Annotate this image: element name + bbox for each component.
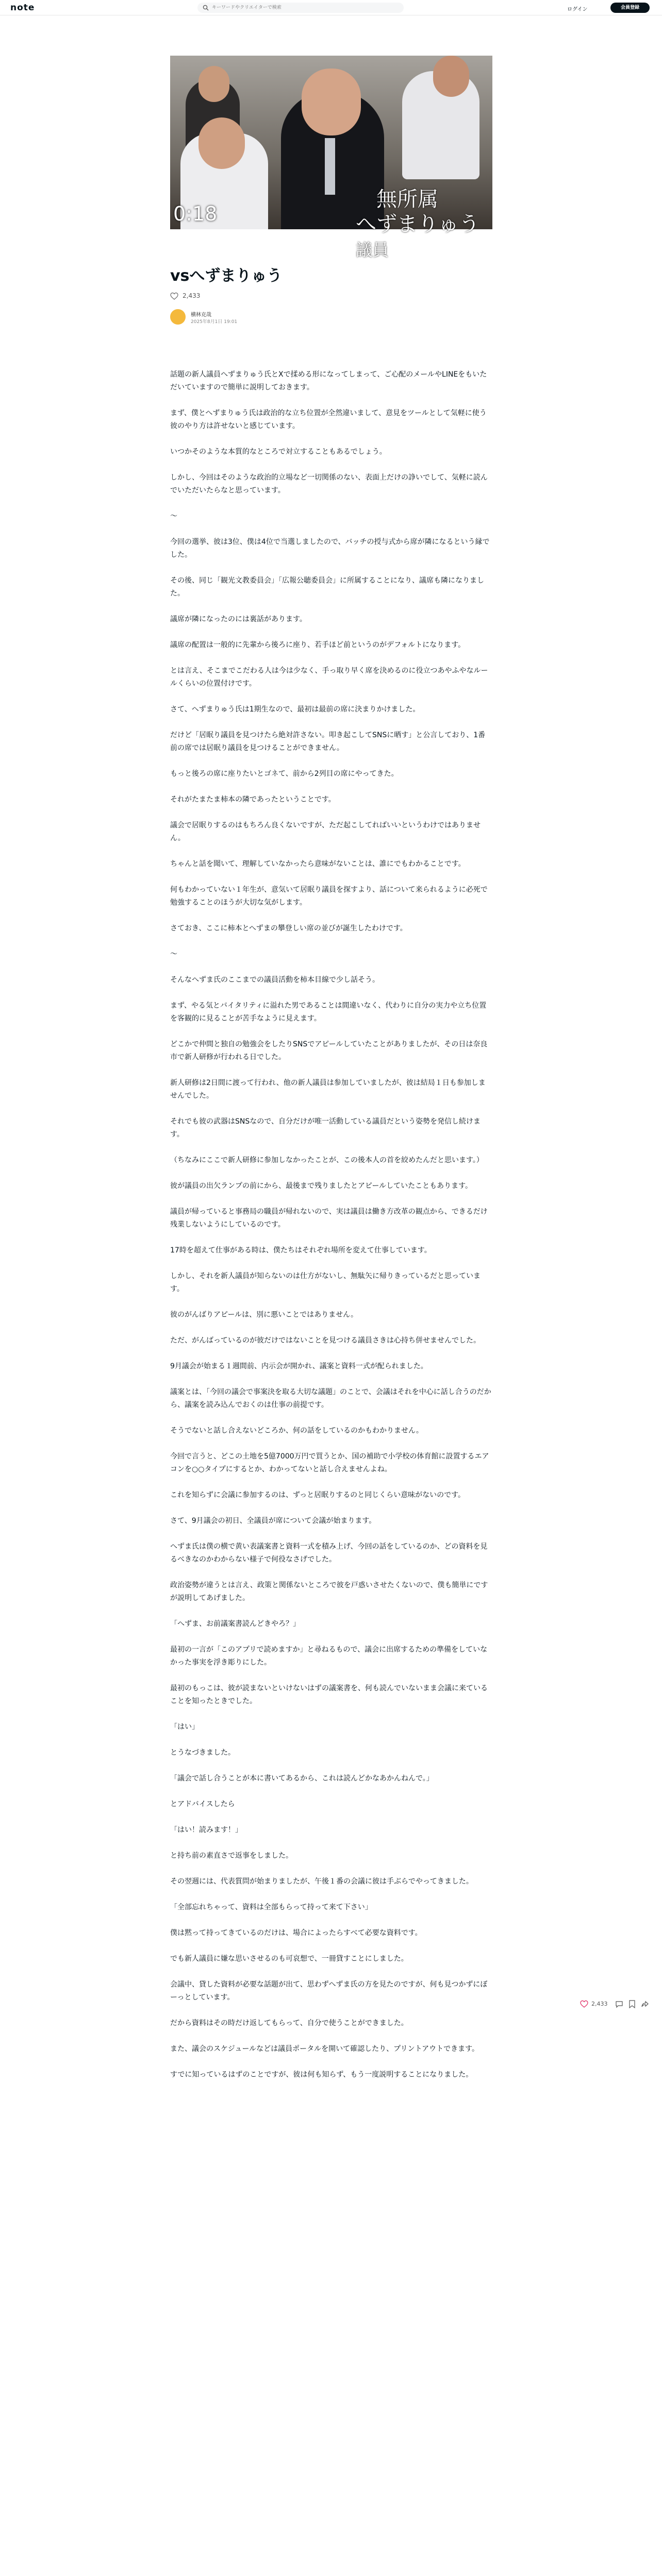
article-paragraph: 最初の一言が「このアプリで読めますか」と尋ねるもので、議会に出席するための準備をしていなかった事実を浮き彫りにした。 bbox=[170, 1646, 488, 1667]
top-navigation-bar bbox=[0, 0, 662, 15]
article-paragraph: ただ、がんばっているのが彼だけではないことを見つける議員さきは心持ち併せませんでした。 bbox=[170, 1336, 481, 1345]
author-avatar[interactable] bbox=[170, 309, 186, 325]
article-paragraph: どこかで仲間と独自の勉強会をしたりSNSでアピールしていたことがありましたが、その日は奈良市で新人研修が行われる日でした。 bbox=[170, 1040, 488, 1061]
signup-button[interactable]: 会員登録 bbox=[610, 3, 650, 13]
video-player[interactable] bbox=[170, 56, 492, 260]
video-caption bbox=[356, 187, 492, 262]
article-paragraph: そうでないと話し合えないどころか、何の話をしているのかもわかりません。 bbox=[170, 1427, 423, 1435]
article-paragraph: 「はい」 bbox=[170, 1723, 199, 1731]
article-paragraph: 〜 bbox=[170, 950, 177, 958]
article-paragraph: 何もわかっていない１年生が、意気いて居眠り議員を探すより、話について来られるように必死で勉強することのほうが大切な気がします。 bbox=[170, 886, 488, 907]
article-paragraph: しかし、今回はそのような政治的立場など一切関係のない、表面上だけの諍いでして、気軽に読んでいただいたらなと思っています。 bbox=[170, 473, 488, 495]
article-paragraph: とうなづきました。 bbox=[170, 1749, 235, 1757]
like-count: 2,433 bbox=[183, 292, 201, 299]
article-paragraph: 今回の選挙、彼は3位、僕は4位で当選しましたので、バッチの授与式から席が隣になるという縁でした。 bbox=[170, 538, 490, 559]
publish-date: 2025年8月1日 19:01 bbox=[191, 319, 238, 325]
article-paragraph: 9月議会が始まる１週間前、内示会が開かれ、議案と資料一式が配られました。 bbox=[170, 1362, 428, 1370]
article-paragraph: 「はい！読みます！」 bbox=[170, 1826, 242, 1834]
video-figure-left-head bbox=[198, 66, 229, 102]
floating-actions bbox=[580, 1999, 657, 2009]
article-paragraph: 話題の新人議員へずまりゅう氏とXで揉める形になってしまって、ご心配のメールやLINEをもいただいていますので簡単に説明しておきます。 bbox=[170, 370, 487, 392]
article-paragraph: とは言え、そこまでこだわる人は今は少なく、手っ取り早く席を決めるのに役立つあやふやなルールくらいの位置付けです。 bbox=[170, 667, 488, 688]
article-paragraph: へずま氏は僕の横で黄い表議案書と資料一式を積み上げ、今回の話をしているのか、どの資料を見るべきなのかわからない様子で何役なさげでした。 bbox=[170, 1543, 488, 1564]
article-paragraph: 〜 bbox=[170, 512, 177, 520]
article-paragraph: これを知らずに会議に参加するのは、ずっと居眠りするのと同じくらい意味がないのです。 bbox=[170, 1491, 466, 1499]
article-paragraph: （ちなみにここで新人研修に参加しなかったことが、この後本人の首を絞めたんだと思います。） bbox=[170, 1156, 484, 1164]
video-caption-suffix: 議員 bbox=[356, 240, 389, 260]
article-paragraph: 僕は黙って持ってきているのだけは、場合によったらすべて必要な資料です。 bbox=[170, 1929, 422, 1937]
article-paragraph: だけど「居眠り議員を見つけたら絶対許さない。叩き起こしてSNSに晒す」と公言しており、1番前の席では居眠り議員を見つけることができません。 bbox=[170, 731, 486, 752]
article-paragraph: だから資料はその時だけ返してもらって、自分で使うことができました。 bbox=[170, 2019, 408, 2027]
article-paragraph: さて、9月議会の初日、全議員が席について会議が始まります。 bbox=[170, 1517, 376, 1525]
article-paragraph: とアドバイスしたら bbox=[170, 1800, 235, 1808]
video-caption-name: へずまりゅう bbox=[356, 212, 479, 236]
share-icon[interactable] bbox=[641, 2000, 649, 2008]
article-paragraph: 「全部忘れちゃって、資料は全部もらって持って来て下さい」 bbox=[170, 1903, 372, 1911]
article-paragraph: それがたまたま柿本の隣であったということです。 bbox=[170, 795, 336, 804]
heart-icon[interactable] bbox=[170, 292, 178, 300]
article-paragraph: まず、僕とへずまりゅう氏は政治的な立ち位置が全然違いまして、意見をツールとして気軽に使う彼のやり方は許せないと感じています。 bbox=[170, 409, 487, 430]
article-paragraph: まず、やる気とバイタリティに溢れた男であることは間違いなく、代わりに自分の実力や立ち位置を客観的に見ることが苦手なように見えます。 bbox=[170, 1002, 487, 1023]
article-paragraph: さて、へずまりゅう氏は1期生なので、最初は最前の席に決まりかけました。 bbox=[170, 705, 420, 714]
article-paragraph: さておき、ここに柿本とへずまの攀登しい席の並びが誕生したわけです。 bbox=[170, 924, 407, 933]
article-paragraph: 議員が帰っていると事務局の職員が帰れないので、実は議員は働き方改革の観点から、できるだけ残業しないようにしているのです。 bbox=[170, 1208, 488, 1229]
article-paragraph: ちゃんと話を聞いて、理解していなかったら意味がないことは、誰にでもわかることです。 bbox=[170, 860, 466, 868]
video-caption-line2 bbox=[356, 212, 492, 262]
article-paragraph: 最初のもっこは、彼が読まないといけないはずの議案書を、何も読んでいないまま会議に来ていることを知ったときでした。 bbox=[170, 1684, 488, 1705]
note-logo[interactable]: note bbox=[10, 3, 35, 13]
article-paragraph: 「議会で話し合うことが本に書いてあるから、これは読んどかなあかんねんで。」 bbox=[170, 1774, 434, 1783]
article-paragraph: と持ち前の素直さで返事をしました。 bbox=[170, 1852, 293, 1860]
video-timestamp: 0:18 bbox=[173, 202, 218, 225]
article-paragraph: 会議中、貸した資料が必要な話題が出て、思わずへずま氏の方を見たのですが、何も見つかずにぼーっとしています。 bbox=[170, 1980, 488, 2002]
article-paragraph: しかし、それを新人議員が知らないのは仕方がないし、無駄矢に帰りきっているだと思っています。 bbox=[170, 1272, 481, 1293]
floating-like-count: 2,433 bbox=[591, 2001, 608, 2007]
search-icon bbox=[203, 5, 209, 11]
article-paragraph: それでも彼の武器はSNSなので、自分だけが唯一活動している議員だという姿勢を発信し続けます。 bbox=[170, 1117, 481, 1139]
article-paragraph: その後、同じ「観光文教委員会」「広報公聴委員会」に所属することになり、議席も隣になりました。 bbox=[170, 577, 484, 598]
article-body bbox=[170, 368, 492, 2094]
video-figure-center-shirt bbox=[325, 138, 335, 195]
article-paragraph: 今回で言うと、どこの土地を5億7000万円で買うとか、国の補助で小学校の体育館に設置するエアコンを○○タイプにするとか、わかってないと話し合えませんよね。 bbox=[170, 1452, 489, 1473]
author-name[interactable]: 横林克哉 bbox=[191, 312, 211, 318]
article-title: vsへずまりゅう bbox=[170, 267, 283, 285]
article-paragraph: 議席の配置は一般的に先輩から後ろに座り、若手ほど前というのがデフォルトになります。 bbox=[170, 641, 466, 649]
article-paragraph: 議席が隣になったのには裏話があります。 bbox=[170, 615, 307, 623]
article-paragraph: 彼が議員の出欠ランプの前にから、最後まで残りましたとアピールしていたこともあります。 bbox=[170, 1182, 473, 1190]
article-paragraph: でも新人議員に嫌な思いさせるのも可哀想で、一冊貸すことにしました。 bbox=[170, 1955, 408, 1963]
article-paragraph: 議案とは、「今回の議会で事案決を取る大切な議題」のことで、会議はそれを中心に話し合うのだから、議案を読み込んでおくのは仕事の前提です。 bbox=[170, 1388, 491, 1409]
search-input[interactable] bbox=[212, 4, 398, 12]
video-caption-line1: 無所属 bbox=[376, 188, 438, 211]
video-figure-right-head bbox=[433, 56, 469, 97]
article-paragraph: いつかそのような本質的なところで対立することもあるでしょう。 bbox=[170, 448, 387, 456]
article-paragraph: 議会で居眠りするのはもちろん良くないですが、ただ起こしてればいいというわけではありません。 bbox=[170, 821, 481, 842]
video-figure-center-head bbox=[302, 69, 361, 135]
article-paragraph: そんなへずま氏のここまでの議員活動を柿本目線で少し話そう。 bbox=[170, 976, 379, 984]
article-paragraph: その翌週には、代表質問が始まりましたが、午後１番の会議に彼は手ぶらでやってきました。 bbox=[170, 1877, 473, 1886]
video-figure-front-head bbox=[198, 117, 245, 169]
bookmark-icon[interactable] bbox=[628, 2000, 636, 2008]
article-paragraph: もっと後ろの席に座りたいとゴネて、前から2列目の席にやってきた。 bbox=[170, 770, 399, 778]
heart-icon[interactable] bbox=[580, 2000, 588, 2008]
article-paragraph: 彼のがんばりアピールは、別に悪いことではありません。 bbox=[170, 1311, 358, 1319]
article-paragraph: すでに知っているはずのことですが、彼は何も知らず、もう一度説明することになりました。 bbox=[170, 2071, 473, 2079]
article-paragraph: 新人研修は2日間に渡って行われ、他の新人議員は参加していましたが、彼は結局１日も参加しませんでした。 bbox=[170, 1079, 486, 1100]
search-box[interactable] bbox=[197, 3, 404, 13]
comment-icon[interactable] bbox=[615, 2000, 623, 2008]
article-paragraph: 17時を超えて仕事がある時は、僕たちはそれぞれ場所を変えて仕事しています。 bbox=[170, 1246, 432, 1255]
article-paragraph: 政治姿勢が違うとは言え、政策と関係ないところで彼を戸惑いさせたくないので、僕も簡単にですが説明してあげました。 bbox=[170, 1581, 488, 1602]
article-paragraph: また、議会のスケジュールなどは議員ポータルを開いて確認したり、プリントアウトできます。 bbox=[170, 2045, 479, 2053]
article-paragraph: 「へずま、お前議案書読んどきやろ？」 bbox=[170, 1620, 300, 1628]
login-link[interactable]: ログイン bbox=[567, 7, 588, 12]
